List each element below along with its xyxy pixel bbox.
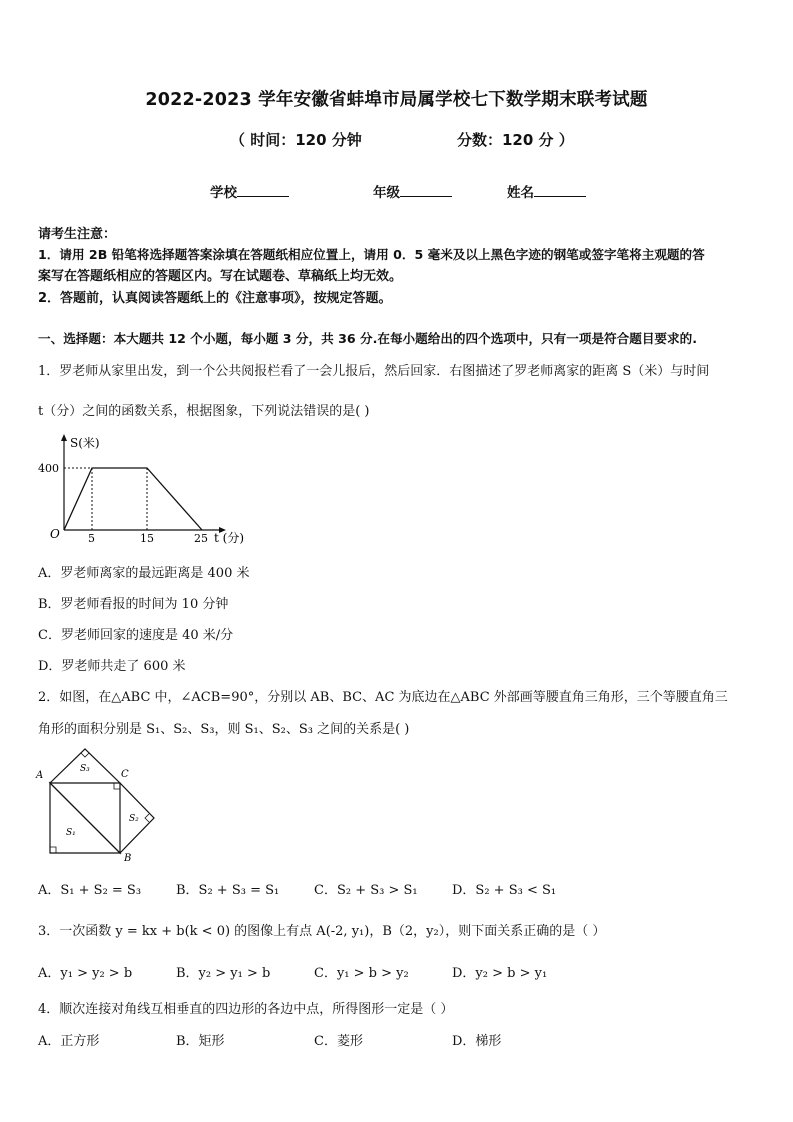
q4-option-c: C．菱形 [314, 1034, 363, 1049]
q2-label-s1: S₁ [66, 828, 76, 838]
q1-x-tick-25: 25 [194, 532, 208, 545]
section1-heading: 一、选择题：本大题共 12 个小题，每小题 3 分，共 36 分.在每小题给出的四个选项中，只有一项是符合题目要求的. [38, 331, 698, 346]
notice-item1-line2: 案写在答题纸相应的答题区内。写在试题卷、草稿纸上均无效。 [38, 269, 403, 284]
q2-right-angle-s1 [50, 847, 56, 853]
q1-x-tick-5: 5 [88, 532, 95, 545]
q2-stem-line2: 角形的面积分别是 S₁、S₂、S₃，则 S₁、S₂、S₃ 之间的关系是( ) [38, 722, 410, 737]
q2-option-d: D．S₂ + S₃ < S₁ [452, 883, 557, 898]
q1-y-tick-400: 400 [38, 462, 59, 475]
q2-label-s3: S₃ [80, 764, 90, 774]
q1-y-label: S(米) [70, 436, 100, 450]
q2-option-a: A．S₁ + S₂ = S₃ [38, 883, 142, 898]
school-blank [237, 182, 289, 197]
q4-stem: 4．顺次连接对角线互相垂直的四边形的各边中点，所得图形一定是（ ） [38, 1002, 454, 1017]
q4-option-a: A．正方形 [38, 1034, 100, 1049]
q1-function-line [64, 468, 202, 530]
q1-distance-time-graph [30, 430, 260, 550]
q1-x-tick-15: 15 [140, 532, 154, 545]
q3-option-a: A．y₁ > y₂ > b [38, 966, 133, 981]
q1-y-axis-arrow [61, 434, 67, 441]
q3-option-b: B．y₂ > y₁ > b [176, 966, 271, 981]
q2-triangle-figure [30, 745, 165, 863]
grade-blank [400, 182, 452, 197]
q2-label-s2: S₂ [129, 814, 139, 824]
q1-option-d: D．罗老师共走了 600 米 [38, 659, 186, 674]
q2-triangle-abc [50, 783, 120, 853]
q2-right-angle-s2 [145, 814, 149, 822]
grade-label: 年级 [373, 185, 400, 201]
q1-stem-line1: 1．罗老师从家里出发，到一个公共阅报栏看了一会儿报后，然后回家．右图描述了罗老师离家的距离 S（米）与时间 [38, 364, 710, 379]
q3-stem: 3．一次函数 y = kx + b(k < 0) 的图像上有点 A(-2, y₁)，B（2，y₂），则下面关系正确的是（ ） [38, 924, 606, 939]
q2-label-c: C [121, 769, 129, 780]
name-blank [534, 182, 586, 197]
q2-stem-line1: 2．如图，在△ABC 中，∠ACB=90°，分别以 AB、BC、AC 为底边在△ABC 外部画等腰直角三角形，三个等腰直角三 [38, 690, 728, 705]
name-field [507, 181, 586, 201]
page-title: 2022-2023 学年安徽省蚌埠市局属学校七下数学期末联考试题 [145, 90, 648, 110]
q1-stem-line2: t（分）之间的函数关系，根据图象，下列说法错误的是( ) [38, 404, 370, 419]
q4-option-d: D．梯形 [452, 1034, 502, 1049]
exam-score: 分数：120 分 ） [457, 131, 574, 149]
q2-label-b: B [124, 853, 132, 863]
notice-heading: 请考生注意： [38, 227, 117, 242]
name-label: 姓名 [507, 185, 534, 201]
exam-time: （ 时间：120 分钟 [230, 131, 362, 149]
school-label: 学校 [210, 185, 237, 201]
q2-right-angle-c [114, 783, 120, 789]
q1-x-label: t (分) [214, 531, 245, 545]
q3-option-d: D．y₂ > b > y₁ [452, 966, 548, 981]
notice-item1-line1: 1．请用 2B 铅笔将选择题答案涂填在答题纸相应位置上，请用 0．5 毫米及以上黑色字迹的钢笔或签字笔将主观题的答 [38, 247, 705, 262]
q2-right-angle-s3 [81, 753, 89, 757]
q2-option-b: B．S₂ + S₃ = S₁ [176, 883, 280, 898]
q1-option-b: B．罗老师看报的时间为 10 分钟 [38, 597, 229, 612]
q2-label-a: A [36, 770, 44, 781]
q1-option-c: C．罗老师回家的速度是 40 米/分 [38, 628, 234, 643]
q3-option-c: C．y₁ > b > y₂ [314, 966, 409, 981]
q4-option-b: B．矩形 [176, 1034, 225, 1049]
grade-field [373, 181, 452, 201]
q1-option-a: A．罗老师离家的最远距离是 400 米 [38, 566, 250, 581]
q2-option-c: C．S₂ + S₃ > S₁ [314, 883, 418, 898]
q1-origin-label: O [50, 527, 60, 541]
school-field [210, 181, 289, 201]
notice-item2: 2．答题前，认真阅读答题纸上的《注意事项》，按规定答题。 [38, 291, 392, 306]
